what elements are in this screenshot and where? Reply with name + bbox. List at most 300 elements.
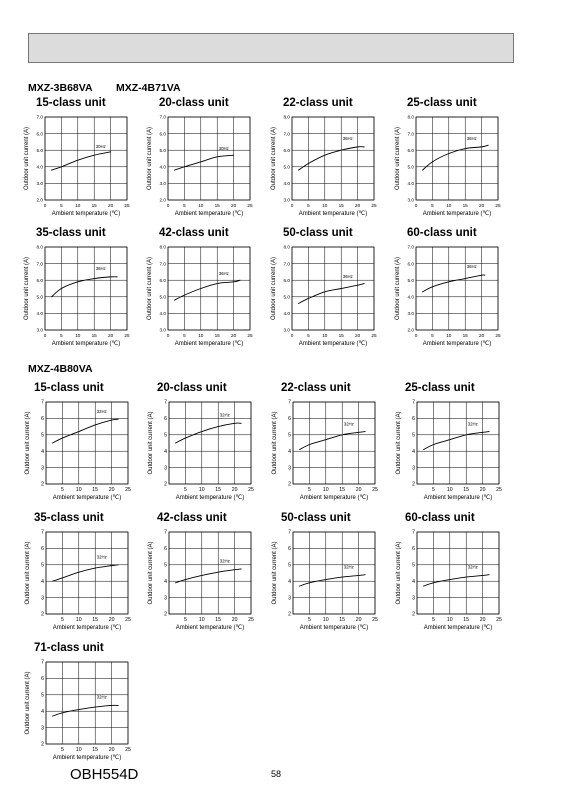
data-point	[481, 146, 482, 147]
data-point	[174, 170, 175, 171]
y-axis-label: Outdoor unit current (A)	[24, 256, 30, 321]
x-tick-label: 0	[290, 333, 294, 338]
data-point	[358, 432, 359, 433]
data-point	[240, 280, 241, 281]
data-point	[217, 156, 218, 157]
y-axis-label: Outdoor unit current (A)	[25, 671, 31, 735]
data-point	[448, 153, 449, 154]
y-tick-label: 7.0	[407, 131, 414, 137]
y-tick-label: 7	[412, 529, 415, 536]
y-axis-label: Outdoor unit current (A)	[271, 256, 277, 321]
y-tick-label: 6.0	[36, 131, 43, 137]
y-tick-label: 2	[41, 481, 44, 488]
x-axis-label: Ambient temperature (℃)	[52, 625, 122, 631]
x-tick-label: 25	[496, 617, 502, 623]
x-tick-label: 15	[215, 617, 222, 623]
y-tick-label: 3.0	[159, 327, 166, 333]
x-tick-label: 15	[339, 487, 346, 493]
x-axis-label: Ambient temperature (℃)	[298, 211, 368, 217]
y-tick-label: 5	[41, 692, 44, 699]
x-tick-label: 10	[322, 617, 329, 623]
x-tick-label: 20	[355, 487, 362, 493]
y-tick-label: 7	[288, 529, 291, 536]
data-point	[61, 288, 62, 289]
y-tick-label: 5	[288, 432, 291, 439]
y-tick-label: 3	[164, 595, 167, 602]
x-tick-label: 15	[91, 203, 97, 208]
data-point	[94, 278, 95, 279]
chart-14	[137, 528, 261, 638]
chart-grid	[168, 247, 250, 330]
data-point	[77, 281, 78, 282]
chart-grid	[169, 532, 251, 614]
x-tick-label: 5	[60, 617, 64, 623]
y-tick-label: 7.0	[159, 261, 166, 267]
y-tick-label: 2	[41, 741, 44, 748]
chart-grid	[168, 117, 250, 200]
data-point	[118, 419, 119, 420]
y-axis-label: Outdoor unit current (A)	[24, 126, 30, 191]
y-tick-label: 2	[412, 481, 415, 488]
data-point	[364, 283, 365, 284]
data-point	[433, 444, 434, 445]
document-code: OBH554D	[70, 766, 139, 783]
y-tick-label: 6	[41, 416, 44, 423]
chart-title: 60-class unit	[407, 227, 477, 239]
chart-8	[384, 243, 508, 354]
data-point	[482, 575, 483, 576]
chart-title: 35-class unit	[34, 512, 104, 524]
x-axis-label: Ambient temperature (℃)	[174, 341, 244, 347]
x-axis-label: Ambient temperature (℃)	[174, 211, 244, 217]
x-tick-label: 0	[414, 203, 418, 208]
x-tick-label: 5	[431, 617, 435, 623]
x-tick-label: 10	[322, 203, 328, 208]
y-tick-label: 4.0	[159, 311, 166, 317]
data-point	[365, 574, 366, 575]
chart-title: 60-class unit	[405, 512, 475, 524]
y-tick-label: 3.0	[283, 197, 290, 203]
data-point	[299, 586, 300, 587]
data-point	[324, 155, 325, 156]
x-axis-label: Ambient temperature (℃)	[52, 495, 122, 501]
data-point	[174, 300, 175, 301]
x-tick-label: 5	[183, 617, 187, 623]
series-label: 36Hz	[466, 264, 477, 270]
y-tick-label: 3.0	[407, 311, 414, 317]
y-tick-label: 7	[164, 529, 167, 536]
y-tick-label: 6.0	[283, 277, 290, 283]
y-axis-label: Outdoor unit current (A)	[272, 541, 278, 605]
x-tick-label: 10	[198, 333, 204, 338]
y-tick-label: 4.0	[159, 164, 166, 170]
series-line	[52, 152, 111, 170]
y-tick-label: 5	[288, 562, 291, 569]
x-tick-label: 10	[75, 333, 81, 338]
plot-frame	[45, 247, 127, 330]
x-tick-label: 5	[60, 333, 63, 338]
chart-grid	[169, 402, 251, 484]
plot-frame	[45, 117, 127, 200]
data-point	[448, 281, 449, 282]
series-label: 30Hz	[218, 145, 229, 151]
y-tick-label: 8.0	[36, 244, 43, 250]
chart-title: 20-class unit	[157, 382, 227, 394]
y-tick-label: 5.0	[407, 164, 414, 170]
chart-4	[384, 113, 508, 224]
x-tick-label: 10	[446, 617, 453, 623]
x-axis-label: Ambient temperature (℃)	[423, 495, 493, 501]
x-tick-label: 25	[124, 203, 130, 208]
y-axis-label: Outdoor unit current (A)	[395, 256, 401, 321]
y-tick-label: 5	[41, 432, 44, 439]
y-tick-label: 6	[41, 546, 44, 553]
x-tick-label: 5	[431, 203, 434, 208]
y-tick-label: 3	[412, 595, 415, 602]
y-tick-label: 7	[41, 659, 44, 666]
chart-16	[385, 528, 509, 638]
chart-grid	[417, 402, 499, 484]
chart-title: 35-class unit	[36, 227, 106, 239]
plot-frame	[417, 402, 499, 484]
x-tick-label: 10	[75, 487, 82, 493]
data-point	[217, 283, 218, 284]
plot-frame	[293, 402, 375, 484]
data-point	[110, 276, 111, 277]
y-tick-label: 3.0	[36, 327, 43, 333]
chart-title: 50-class unit	[283, 227, 353, 239]
y-tick-label: 4	[288, 448, 291, 455]
x-tick-label: 15	[214, 333, 220, 338]
y-tick-label: 3	[412, 465, 415, 472]
series-label: 36Hz	[342, 274, 353, 280]
y-tick-label: 3.0	[283, 327, 290, 333]
y-tick-label: 2	[412, 611, 415, 618]
y-tick-label: 6.0	[36, 277, 43, 283]
x-tick-label: 25	[248, 617, 254, 623]
x-axis-label: Ambient temperature (℃)	[422, 341, 492, 347]
y-tick-label: 3	[41, 725, 44, 732]
data-point	[357, 285, 358, 286]
y-axis-label: Outdoor unit current (A)	[25, 541, 31, 605]
y-tick-label: 4	[164, 578, 167, 585]
chart-title: 22-class unit	[283, 97, 353, 109]
chart-grid	[46, 532, 128, 614]
y-axis-label: Outdoor unit current (A)	[396, 541, 402, 605]
x-tick-label: 20	[108, 487, 115, 493]
y-tick-label: 7.0	[159, 114, 166, 120]
model-label-4b71va: MXZ-4B71VA	[116, 82, 181, 94]
data-point	[241, 423, 242, 424]
data-point	[341, 150, 342, 151]
x-tick-label: 5	[183, 203, 186, 208]
data-point	[481, 275, 482, 276]
chart-grid	[45, 117, 127, 200]
series-label: 32Hz	[467, 421, 478, 427]
y-tick-label: 5	[41, 562, 44, 569]
chart-title: 15-class unit	[34, 382, 104, 394]
chart-grid	[293, 532, 375, 614]
y-tick-label: 4.0	[283, 181, 290, 187]
plot-frame	[292, 117, 374, 200]
x-tick-label: 20	[231, 617, 238, 623]
plot-frame	[168, 247, 250, 330]
chart-grid	[45, 247, 127, 330]
y-tick-label: 2	[288, 481, 291, 488]
data-point	[324, 291, 325, 292]
data-point	[357, 146, 358, 147]
x-tick-label: 20	[479, 487, 486, 493]
chart-2	[136, 113, 260, 224]
x-tick-label: 20	[355, 617, 362, 623]
y-tick-label: 3	[41, 595, 44, 602]
plot-frame	[168, 117, 250, 200]
data-point	[489, 431, 490, 432]
y-tick-label: 4.0	[407, 294, 414, 300]
y-axis-label: Outdoor unit current (A)	[147, 126, 153, 191]
x-tick-label: 15	[91, 333, 97, 338]
x-axis-label: Ambient temperature (℃)	[175, 495, 245, 501]
data-point	[365, 431, 366, 432]
x-tick-label: 20	[478, 203, 485, 208]
data-point	[118, 564, 119, 565]
data-point	[218, 572, 219, 573]
y-tick-label: 4	[288, 578, 291, 585]
x-tick-label: 15	[338, 333, 344, 338]
y-tick-label: 6	[164, 416, 167, 423]
y-tick-label: 5.0	[36, 294, 43, 300]
x-tick-label: 5	[307, 333, 310, 338]
data-point	[118, 705, 119, 706]
chart-7	[260, 243, 384, 354]
data-point	[241, 568, 242, 569]
x-axis-label: Ambient temperature (℃)	[299, 625, 369, 631]
data-point	[325, 579, 326, 580]
data-point	[200, 161, 201, 162]
y-axis-label: Outdoor unit current (A)	[148, 541, 154, 605]
x-axis-label: Ambient temperature (℃)	[422, 211, 492, 217]
data-point	[184, 295, 185, 296]
y-axis-label: Outdoor unit current (A)	[25, 411, 31, 475]
y-tick-label: 2	[164, 611, 167, 618]
plot-frame	[169, 402, 251, 484]
y-tick-label: 6	[288, 416, 291, 423]
data-point	[201, 431, 202, 432]
x-tick-label: 25	[495, 333, 501, 338]
data-point	[175, 582, 176, 583]
series-label: 32Hz	[96, 409, 107, 415]
x-tick-label: 5	[307, 617, 311, 623]
x-tick-label: 25	[496, 487, 502, 493]
y-tick-label: 2.0	[407, 327, 414, 333]
data-point	[78, 709, 79, 710]
x-tick-label: 0	[414, 333, 418, 338]
data-point	[482, 432, 483, 433]
y-axis-label: Outdoor unit current (A)	[147, 256, 153, 321]
x-tick-label: 20	[231, 487, 238, 493]
y-tick-label: 6.0	[407, 147, 414, 153]
x-tick-label: 10	[75, 203, 81, 208]
x-tick-label: 15	[92, 747, 99, 753]
x-tick-label: 25	[247, 203, 253, 208]
data-point	[185, 579, 186, 580]
x-tick-label: 5	[60, 203, 63, 208]
chart-13	[14, 528, 138, 638]
y-axis-label: Outdoor unit current (A)	[148, 411, 154, 475]
data-point	[62, 577, 63, 578]
x-tick-label: 20	[479, 617, 486, 623]
data-point	[309, 444, 310, 445]
data-point	[234, 423, 235, 424]
x-tick-label: 5	[60, 487, 64, 493]
x-tick-label: 15	[92, 617, 99, 623]
data-point	[432, 286, 433, 287]
data-point	[51, 296, 52, 297]
data-point	[358, 575, 359, 576]
x-tick-label: 15	[462, 203, 468, 208]
data-point	[298, 303, 299, 304]
plot-frame	[46, 402, 128, 484]
data-point	[78, 431, 79, 432]
data-point	[422, 170, 423, 171]
x-tick-label: 15	[463, 487, 470, 493]
x-tick-label: 15	[463, 617, 470, 623]
data-point	[62, 438, 63, 439]
chart-grid	[46, 402, 128, 484]
x-tick-label: 10	[446, 333, 452, 338]
y-tick-label: 3	[288, 465, 291, 472]
y-tick-label: 6	[412, 416, 415, 423]
x-axis-label: Ambient temperature (℃)	[298, 341, 368, 347]
y-tick-label: 5.0	[159, 294, 166, 300]
y-tick-label: 4.0	[407, 181, 414, 187]
y-tick-label: 3.0	[36, 181, 43, 187]
x-tick-label: 15	[338, 203, 344, 208]
y-tick-label: 3	[41, 465, 44, 472]
x-tick-label: 10	[198, 617, 205, 623]
data-point	[466, 434, 467, 435]
x-axis-label: Ambient temperature (℃)	[51, 341, 121, 347]
y-axis-label: Outdoor unit current (A)	[396, 411, 402, 475]
x-tick-label: 25	[372, 617, 378, 623]
data-point	[488, 145, 489, 146]
x-tick-label: 20	[107, 203, 114, 208]
x-tick-label: 25	[125, 617, 131, 623]
x-tick-label: 5	[307, 203, 310, 208]
y-tick-label: 8.0	[283, 114, 290, 120]
x-tick-label: 15	[462, 333, 468, 338]
series-label: 32Hz	[467, 564, 478, 570]
series-label: 30Hz	[95, 144, 106, 150]
x-tick-label: 20	[107, 333, 114, 338]
x-axis-label: Ambient temperature (℃)	[175, 625, 245, 631]
chart-title: 25-class unit	[405, 382, 475, 394]
chart-6	[136, 243, 260, 354]
y-tick-label: 4	[41, 578, 44, 585]
x-tick-label: 0	[166, 203, 170, 208]
y-tick-label: 2	[288, 611, 291, 618]
x-tick-label: 0	[43, 203, 47, 208]
x-tick-label: 10	[446, 487, 453, 493]
data-point	[175, 443, 176, 444]
data-point	[95, 568, 96, 569]
y-tick-label: 7.0	[36, 261, 43, 267]
data-point	[298, 170, 299, 171]
y-tick-label: 6	[41, 676, 44, 683]
plot-frame	[293, 532, 375, 614]
x-tick-label: 10	[446, 203, 452, 208]
plot-frame	[292, 247, 374, 330]
data-point	[77, 160, 78, 161]
x-tick-label: 20	[354, 203, 361, 208]
y-tick-label: 5.0	[283, 164, 290, 170]
data-point	[94, 155, 95, 156]
plot-frame	[46, 532, 128, 614]
x-tick-label: 25	[372, 487, 378, 493]
y-tick-label: 7.0	[407, 244, 414, 250]
data-point	[201, 575, 202, 576]
data-point	[309, 582, 310, 583]
plot-frame	[46, 662, 128, 744]
y-tick-label: 6	[412, 546, 415, 553]
x-tick-label: 20	[230, 203, 237, 208]
series-label: 32Hz	[343, 564, 354, 570]
y-axis-label: Outdoor unit current (A)	[272, 411, 278, 475]
data-point	[218, 426, 219, 427]
plot-frame	[169, 532, 251, 614]
y-tick-label: 3	[288, 595, 291, 602]
x-tick-label: 0	[43, 333, 47, 338]
series-line	[423, 275, 485, 292]
y-tick-label: 3.0	[407, 197, 414, 203]
data-point	[78, 572, 79, 573]
x-tick-label: 5	[431, 487, 435, 493]
chart-3	[260, 113, 384, 224]
y-axis-label: Outdoor unit current (A)	[271, 126, 277, 191]
x-tick-label: 20	[354, 333, 361, 338]
data-point	[52, 443, 53, 444]
chart-17	[14, 658, 138, 768]
chart-title: 50-class unit	[281, 512, 351, 524]
x-tick-label: 25	[371, 203, 377, 208]
plot-frame	[416, 117, 498, 200]
x-tick-label: 10	[198, 203, 204, 208]
y-tick-label: 7	[288, 399, 291, 406]
data-point	[111, 705, 112, 706]
chart-grid	[417, 532, 499, 614]
x-tick-label: 25	[495, 203, 501, 208]
series-label: 32Hz	[343, 421, 354, 427]
data-point	[117, 276, 118, 277]
y-tick-label: 4	[41, 448, 44, 455]
chart-10	[137, 398, 261, 508]
x-tick-label: 15	[214, 203, 220, 208]
series-label: 32Hz	[96, 694, 107, 700]
x-tick-label: 15	[339, 617, 346, 623]
y-tick-label: 5.0	[36, 147, 43, 153]
y-tick-label: 7.0	[283, 261, 290, 267]
series-label: 36Hz	[466, 135, 477, 141]
y-tick-label: 2.0	[36, 197, 43, 203]
data-point	[449, 439, 450, 440]
series-label: 32Hz	[96, 554, 107, 560]
chart-grid	[292, 247, 374, 330]
x-tick-label: 15	[92, 487, 99, 493]
y-tick-label: 6.0	[159, 131, 166, 137]
data-point	[299, 449, 300, 450]
chart-1	[13, 113, 137, 224]
y-tick-label: 2.0	[159, 197, 166, 203]
